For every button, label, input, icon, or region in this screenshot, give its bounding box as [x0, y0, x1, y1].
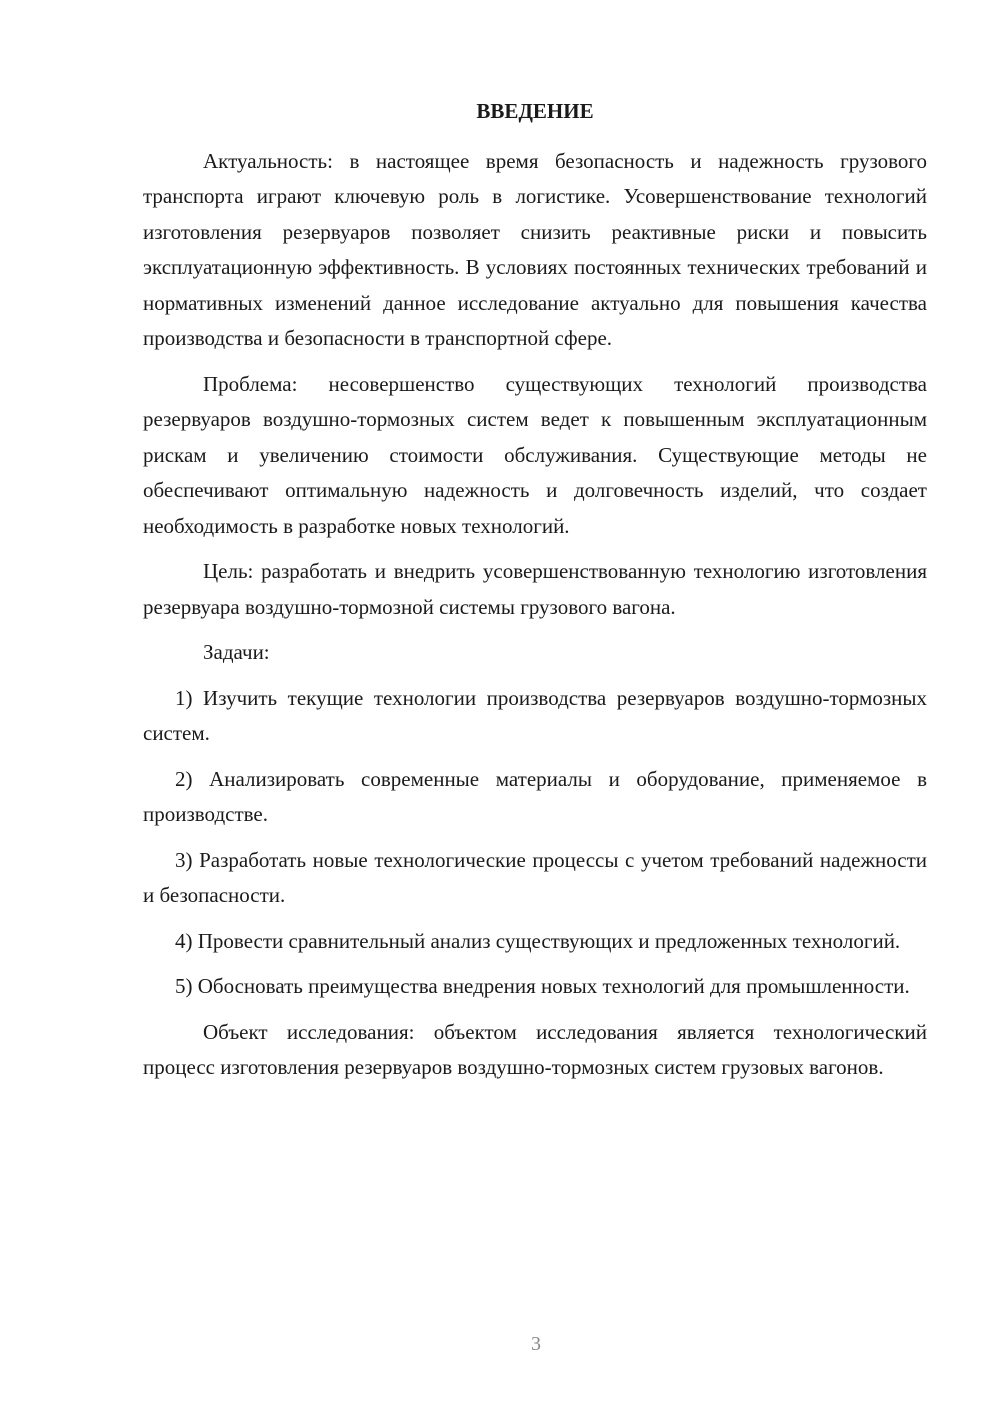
task-item: 1) Изучить текущие технологии производства резервуаров воздушно-тормозных систем.: [143, 685, 927, 745]
task-item: 2) Анализировать современные материалы и оборудование, применяемое в производстве.: [143, 766, 927, 826]
document-body: [143, 94, 927, 1086]
object-paragraph: Объект исследования: объектом исследования является технологический процесс изготовления резервуаров воздушно-тормозных систем грузовых вагонов.: [143, 1019, 927, 1079]
section-title: ВВЕДЕНИЕ: [476, 99, 594, 123]
goal-paragraph: Цель: разработать и внедрить усовершенствованную технологию изготовления резервуара воздушно-тормозной системы грузового вагона.: [143, 559, 927, 619]
page-number: 3: [531, 1333, 541, 1355]
relevance-paragraph: Актуальность: в настоящее время безопасность и надежность грузового транспорта играют ключевую роль в логистике. Усовершенствование технологий изготовления резервуаров позволяет снизить реактивные риски и повысить эксплуатационную эффективность. В условиях постоянных технических требований и нормативных изменений данное исследование актуально для повышения качества производства и безопасности в транспортной сфере.: [143, 148, 927, 350]
problem-paragraph: Проблема: несовершенство существующих технологий производства резервуаров воздушно-тормозных систем ведет к повышенным эксплуатационным рискам и увеличению стоимости обслуживания. Существующие методы не обеспечивают оптимальную надежность и долговечность изделий, что создает необходимость в разработке новых технологий.: [143, 371, 927, 538]
tasks-heading: Задачи:: [203, 640, 270, 664]
task-item: 3) Разработать новые технологические процессы с учетом требований надежности и безопасности.: [143, 847, 927, 907]
task-item: 4) Провести сравнительный анализ существующих и предложенных технологий.: [175, 928, 901, 953]
task-item: 5) Обосновать преимущества внедрения новых технологий для промышленности.: [175, 974, 910, 998]
